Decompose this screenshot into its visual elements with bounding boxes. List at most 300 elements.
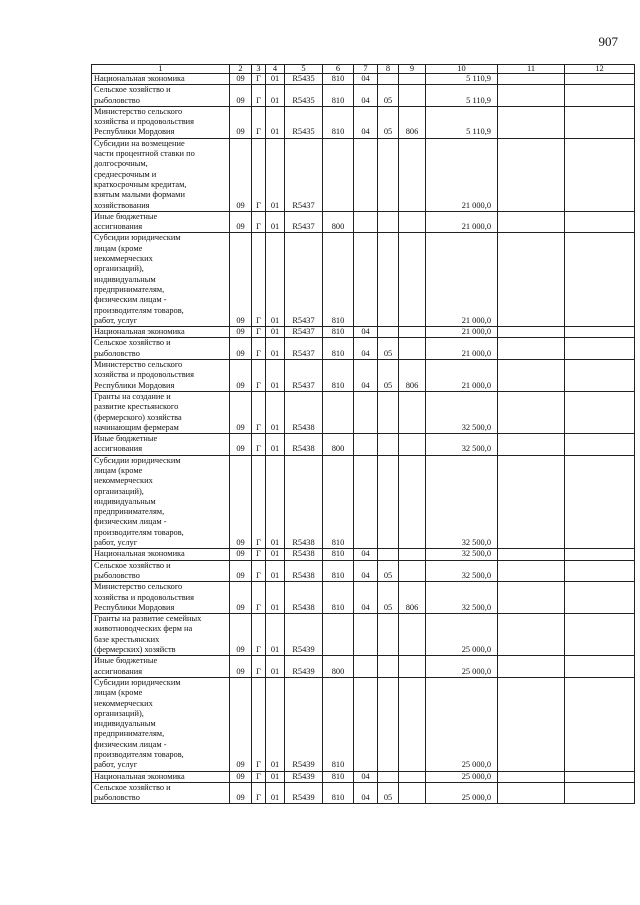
page-number: 907 <box>598 34 618 49</box>
row-name-line: индивидуальным <box>94 274 156 284</box>
cell-program-letter: Г <box>252 74 266 85</box>
cell-ministry-code <box>399 614 426 656</box>
row-name-line: Министерство сельского <box>94 360 183 370</box>
cell-ministry-code <box>399 455 426 549</box>
cell-subprogram: 01 <box>266 360 285 392</box>
row-name-line: Субсидии юридическим <box>94 677 181 687</box>
cell-target-code: R5435 <box>285 74 323 85</box>
row-name-line: Республики Мордовия <box>94 602 175 612</box>
cell-target-code: R5438 <box>285 549 323 560</box>
cell-target-code: R5439 <box>285 656 323 678</box>
cell-col-11 <box>498 138 565 211</box>
row-name-line: части процентной ставки по <box>94 149 195 159</box>
cell-section: 09 <box>230 771 252 782</box>
cell-expense-type: 810 <box>323 549 354 560</box>
cell-subprogram: 01 <box>266 560 285 582</box>
cell-section: 09 <box>230 614 252 656</box>
table-row <box>92 85 635 107</box>
cell-subprogram: 01 <box>266 614 285 656</box>
row-name-line: среднесрочным и <box>94 169 157 179</box>
cell-col-11 <box>498 85 565 107</box>
row-name-line: рыболовство <box>94 793 140 803</box>
cell-ministry-code <box>399 677 426 771</box>
cell-section: 09 <box>230 434 252 456</box>
cell-ministry-code <box>399 74 426 85</box>
cell-section: 09 <box>230 327 252 338</box>
cell-col-12 <box>565 455 635 549</box>
cell-col-11 <box>498 106 565 138</box>
cell-target-code: R5439 <box>285 771 323 782</box>
row-name-line: хозяйства и продовольствия <box>94 117 195 127</box>
table-row <box>92 614 635 656</box>
cell-amount: 5 110,9 <box>426 74 498 85</box>
cell-col-11 <box>498 677 565 771</box>
row-name <box>92 74 230 85</box>
cell-amount: 21 000,0 <box>426 338 498 360</box>
cell-target-code: R5438 <box>285 582 323 614</box>
cell-expense-type: 800 <box>323 211 354 233</box>
cell-subprogram: 01 <box>266 391 285 433</box>
cell-section-code: 04 <box>354 327 378 338</box>
row-name-line: предпринимателям, <box>94 729 165 739</box>
cell-target-code: R5437 <box>285 327 323 338</box>
cell-subsection-code: 05 <box>378 106 399 138</box>
cell-ministry-code <box>399 434 426 456</box>
cell-program-letter: Г <box>252 560 266 582</box>
cell-section: 09 <box>230 233 252 327</box>
cell-col-11 <box>498 434 565 456</box>
cell-ministry-code <box>399 138 426 211</box>
col-header: 10 <box>426 65 498 74</box>
cell-subprogram: 01 <box>266 211 285 233</box>
row-name-line: индивидуальным <box>94 719 156 729</box>
table-row <box>92 360 635 392</box>
row-name-line: некоммерческих <box>94 476 153 486</box>
cell-subsection-code: 05 <box>378 338 399 360</box>
row-name-line: Иные бюджетные <box>94 656 158 666</box>
row-name-line: лицам (кроме <box>94 465 143 475</box>
cell-program-letter: Г <box>252 338 266 360</box>
cell-col-11 <box>498 327 565 338</box>
cell-amount: 21 000,0 <box>426 233 498 327</box>
cell-col-11 <box>498 614 565 656</box>
col-header: 7 <box>354 65 378 74</box>
cell-section-code <box>354 391 378 433</box>
cell-section: 09 <box>230 656 252 678</box>
table-row <box>92 560 635 582</box>
cell-amount: 32 500,0 <box>426 455 498 549</box>
cell-subprogram: 01 <box>266 771 285 782</box>
cell-section-code <box>354 455 378 549</box>
row-name <box>92 656 230 678</box>
table-body <box>92 74 635 804</box>
cell-section-code: 04 <box>354 560 378 582</box>
row-name-line: Гранты на развитие семейных <box>94 614 202 624</box>
row-name-line: Министерство сельского <box>94 582 183 592</box>
cell-subsection-code <box>378 771 399 782</box>
row-name <box>92 327 230 338</box>
cell-target-code: R5439 <box>285 614 323 656</box>
col-header: 12 <box>565 65 635 74</box>
cell-expense-type: 810 <box>323 360 354 392</box>
header-row <box>92 65 635 74</box>
row-name-line: долгосрочным, <box>94 159 148 169</box>
cell-subsection-code <box>378 614 399 656</box>
cell-target-code: R5439 <box>285 782 323 804</box>
cell-subprogram: 01 <box>266 434 285 456</box>
cell-program-letter: Г <box>252 106 266 138</box>
row-name-line: Сельское хозяйство и <box>94 782 171 792</box>
cell-subsection-code <box>378 138 399 211</box>
row-name <box>92 455 230 549</box>
cell-section-code <box>354 233 378 327</box>
cell-ministry-code <box>399 656 426 678</box>
col-header: 6 <box>323 65 354 74</box>
cell-ministry-code <box>399 233 426 327</box>
cell-section-code <box>354 677 378 771</box>
cell-col-11 <box>498 656 565 678</box>
cell-program-letter: Г <box>252 656 266 678</box>
cell-section-code: 04 <box>354 360 378 392</box>
table-row <box>92 74 635 85</box>
cell-col-11 <box>498 771 565 782</box>
cell-expense-type: 810 <box>323 560 354 582</box>
row-name-line: Министерство сельского <box>94 106 183 116</box>
cell-expense-type <box>323 391 354 433</box>
row-name-line: Иные бюджетные <box>94 434 158 444</box>
row-name-line: Республики Мордовия <box>94 127 175 137</box>
cell-subsection-code <box>378 434 399 456</box>
cell-col-11 <box>498 211 565 233</box>
cell-amount: 25 000,0 <box>426 782 498 804</box>
cell-col-12 <box>565 549 635 560</box>
cell-col-12 <box>565 327 635 338</box>
cell-target-code: R5438 <box>285 391 323 433</box>
table-row <box>92 656 635 678</box>
table-row <box>92 434 635 456</box>
cell-amount: 25 000,0 <box>426 771 498 782</box>
cell-subsection-code <box>378 677 399 771</box>
cell-expense-type <box>323 138 354 211</box>
cell-section: 09 <box>230 338 252 360</box>
cell-expense-type: 810 <box>323 455 354 549</box>
table-row <box>92 233 635 327</box>
cell-subsection-code: 05 <box>378 782 399 804</box>
row-name-line: Сельское хозяйство и <box>94 85 171 95</box>
budget-table <box>91 64 635 804</box>
cell-target-code: R5438 <box>285 455 323 549</box>
row-name <box>92 614 230 656</box>
cell-subprogram: 01 <box>266 582 285 614</box>
cell-target-code: R5438 <box>285 434 323 456</box>
row-name <box>92 338 230 360</box>
cell-subsection-code <box>378 74 399 85</box>
row-name-line: хозяйства и продовольствия <box>94 370 195 380</box>
cell-ministry-code <box>399 782 426 804</box>
row-name-line: организаций), <box>94 264 144 274</box>
row-name <box>92 434 230 456</box>
row-name-line: работ, услуг <box>94 538 138 548</box>
cell-amount: 32 500,0 <box>426 582 498 614</box>
cell-target-code: R5435 <box>285 106 323 138</box>
row-name-line: индивидуальным <box>94 496 156 506</box>
table-row <box>92 677 635 771</box>
cell-program-letter: Г <box>252 360 266 392</box>
cell-target-code: R5437 <box>285 138 323 211</box>
cell-subprogram: 01 <box>266 74 285 85</box>
col-header: 4 <box>266 65 285 74</box>
cell-program-letter: Г <box>252 233 266 327</box>
row-name <box>92 391 230 433</box>
cell-section: 09 <box>230 391 252 433</box>
row-name <box>92 582 230 614</box>
cell-subprogram: 01 <box>266 138 285 211</box>
cell-amount: 21 000,0 <box>426 211 498 233</box>
table-row <box>92 771 635 782</box>
cell-subprogram: 01 <box>266 327 285 338</box>
cell-amount: 25 000,0 <box>426 614 498 656</box>
cell-col-11 <box>498 360 565 392</box>
table-row <box>92 582 635 614</box>
row-name <box>92 360 230 392</box>
cell-col-12 <box>565 211 635 233</box>
cell-subprogram: 01 <box>266 656 285 678</box>
cell-program-letter: Г <box>252 614 266 656</box>
col-header: 3 <box>252 65 266 74</box>
cell-col-11 <box>498 338 565 360</box>
cell-col-12 <box>565 582 635 614</box>
cell-ministry-code <box>399 211 426 233</box>
cell-expense-type: 810 <box>323 74 354 85</box>
cell-amount: 5 110,9 <box>426 85 498 107</box>
cell-section: 09 <box>230 455 252 549</box>
cell-expense-type: 810 <box>323 106 354 138</box>
cell-subprogram: 01 <box>266 782 285 804</box>
cell-col-11 <box>498 560 565 582</box>
cell-target-code: R5437 <box>285 211 323 233</box>
row-name-line: Национальная экономика <box>94 549 185 559</box>
cell-subprogram: 01 <box>266 455 285 549</box>
cell-amount: 21 000,0 <box>426 360 498 392</box>
cell-subprogram: 01 <box>266 106 285 138</box>
cell-col-11 <box>498 455 565 549</box>
cell-section: 09 <box>230 211 252 233</box>
cell-col-11 <box>498 782 565 804</box>
row-name-line: Гранты на создание и <box>94 391 171 401</box>
row-name-line: хозяйствования <box>94 200 150 210</box>
cell-subsection-code <box>378 391 399 433</box>
row-name <box>92 85 230 107</box>
cell-program-letter: Г <box>252 582 266 614</box>
cell-section-code <box>354 211 378 233</box>
cell-section: 09 <box>230 74 252 85</box>
row-name-line: лицам (кроме <box>94 243 143 253</box>
cell-subprogram: 01 <box>266 338 285 360</box>
cell-subprogram: 01 <box>266 677 285 771</box>
cell-section-code: 04 <box>354 338 378 360</box>
cell-section-code: 04 <box>354 782 378 804</box>
row-name-line: Субсидии юридическим <box>94 455 181 465</box>
cell-subprogram: 01 <box>266 233 285 327</box>
cell-subsection-code <box>378 455 399 549</box>
row-name-line: (фермерского) хозяйства <box>94 412 182 422</box>
row-name-line: некоммерческих <box>94 254 153 264</box>
cell-section: 09 <box>230 549 252 560</box>
cell-col-12 <box>565 74 635 85</box>
row-name-line: Иные бюджетные <box>94 211 158 221</box>
cell-section: 09 <box>230 677 252 771</box>
row-name-line: рыболовство <box>94 348 140 358</box>
cell-amount: 25 000,0 <box>426 677 498 771</box>
row-name-line: Национальная экономика <box>94 771 185 781</box>
cell-program-letter: Г <box>252 434 266 456</box>
cell-ministry-code <box>399 771 426 782</box>
table-row <box>92 138 635 211</box>
cell-ministry-code <box>399 391 426 433</box>
row-name-line: производителям товаров, <box>94 305 184 315</box>
cell-ministry-code <box>399 338 426 360</box>
cell-col-12 <box>565 782 635 804</box>
cell-target-code: R5438 <box>285 560 323 582</box>
row-name-line: Республики Мордовия <box>94 380 175 390</box>
row-name-line: Сельское хозяйство и <box>94 560 171 570</box>
cell-program-letter: Г <box>252 211 266 233</box>
cell-subsection-code: 05 <box>378 560 399 582</box>
col-header: 9 <box>399 65 426 74</box>
cell-col-12 <box>565 656 635 678</box>
cell-target-code: R5437 <box>285 360 323 392</box>
cell-ministry-code <box>399 85 426 107</box>
cell-expense-type: 810 <box>323 771 354 782</box>
cell-col-12 <box>565 560 635 582</box>
cell-subsection-code <box>378 656 399 678</box>
row-name <box>92 138 230 211</box>
col-header: 11 <box>498 65 565 74</box>
cell-col-12 <box>565 391 635 433</box>
row-name <box>92 782 230 804</box>
cell-col-12 <box>565 85 635 107</box>
cell-section-code: 04 <box>354 106 378 138</box>
cell-program-letter: Г <box>252 327 266 338</box>
cell-subsection-code: 05 <box>378 360 399 392</box>
cell-section-code: 04 <box>354 74 378 85</box>
cell-col-11 <box>498 74 565 85</box>
cell-target-code: R5435 <box>285 85 323 107</box>
cell-amount: 32 500,0 <box>426 549 498 560</box>
row-name-line: физическим лицам - <box>94 517 167 527</box>
cell-col-12 <box>565 233 635 327</box>
cell-section: 09 <box>230 782 252 804</box>
cell-subprogram: 01 <box>266 85 285 107</box>
row-name <box>92 549 230 560</box>
cell-col-12 <box>565 434 635 456</box>
cell-section-code <box>354 614 378 656</box>
cell-ministry-code: 806 <box>399 582 426 614</box>
cell-expense-type: 800 <box>323 656 354 678</box>
row-name <box>92 106 230 138</box>
row-name-line: взятым малыми формами <box>94 190 185 200</box>
cell-subsection-code <box>378 549 399 560</box>
cell-section: 09 <box>230 582 252 614</box>
row-name-line: Субсидии юридическим <box>94 233 181 243</box>
row-name-line: (фермерских) хозяйств <box>94 645 176 655</box>
cell-target-code: R5437 <box>285 338 323 360</box>
row-name <box>92 560 230 582</box>
table-row <box>92 211 635 233</box>
row-name-line: организаций), <box>94 486 144 496</box>
table-row <box>92 106 635 138</box>
row-name-line: Субсидии на возмещение <box>94 138 185 148</box>
cell-subsection-code <box>378 327 399 338</box>
table-row <box>92 549 635 560</box>
cell-ministry-code <box>399 327 426 338</box>
cell-program-letter: Г <box>252 771 266 782</box>
col-header: 8 <box>378 65 399 74</box>
cell-col-11 <box>498 391 565 433</box>
cell-amount: 25 000,0 <box>426 656 498 678</box>
col-header: 1 <box>92 65 230 74</box>
cell-col-11 <box>498 582 565 614</box>
cell-col-12 <box>565 771 635 782</box>
table-row <box>92 455 635 549</box>
cell-expense-type: 810 <box>323 233 354 327</box>
row-name-line: производителям товаров, <box>94 750 184 759</box>
cell-amount: 21 000,0 <box>426 138 498 211</box>
cell-section: 09 <box>230 106 252 138</box>
row-name-line: лицам (кроме <box>94 688 143 698</box>
cell-section: 09 <box>230 360 252 392</box>
cell-program-letter: Г <box>252 391 266 433</box>
row-name-line: предпринимателям, <box>94 507 165 517</box>
row-name <box>92 233 230 327</box>
cell-expense-type: 810 <box>323 782 354 804</box>
cell-section-code <box>354 656 378 678</box>
cell-ministry-code <box>399 549 426 560</box>
cell-subsection-code: 05 <box>378 85 399 107</box>
cell-amount: 21 000,0 <box>426 327 498 338</box>
row-name-line: базе крестьянских <box>94 634 160 644</box>
cell-target-code: R5439 <box>285 677 323 771</box>
row-name-line: Национальная экономика <box>94 74 185 83</box>
cell-subsection-code <box>378 233 399 327</box>
cell-col-11 <box>498 233 565 327</box>
cell-expense-type: 810 <box>323 338 354 360</box>
cell-amount: 5 110,9 <box>426 106 498 138</box>
cell-amount: 32 500,0 <box>426 391 498 433</box>
cell-col-12 <box>565 338 635 360</box>
row-name-line: физическим лицам - <box>94 295 167 305</box>
cell-amount: 32 500,0 <box>426 560 498 582</box>
cell-section-code: 04 <box>354 549 378 560</box>
cell-program-letter: Г <box>252 677 266 771</box>
row-name <box>92 677 230 771</box>
cell-expense-type: 810 <box>323 85 354 107</box>
cell-expense-type: 810 <box>323 582 354 614</box>
table-row <box>92 338 635 360</box>
row-name-line: начинающим фермерам <box>94 422 179 432</box>
cell-ministry-code: 806 <box>399 106 426 138</box>
cell-ministry-code <box>399 560 426 582</box>
row-name-line: производителям товаров, <box>94 527 184 537</box>
cell-col-11 <box>498 549 565 560</box>
table-row <box>92 327 635 338</box>
cell-section-code: 04 <box>354 771 378 782</box>
cell-ministry-code: 806 <box>399 360 426 392</box>
cell-section-code <box>354 434 378 456</box>
col-header: 2 <box>230 65 252 74</box>
cell-section-code: 04 <box>354 85 378 107</box>
row-name-line: краткосрочным кредитам, <box>94 179 187 189</box>
